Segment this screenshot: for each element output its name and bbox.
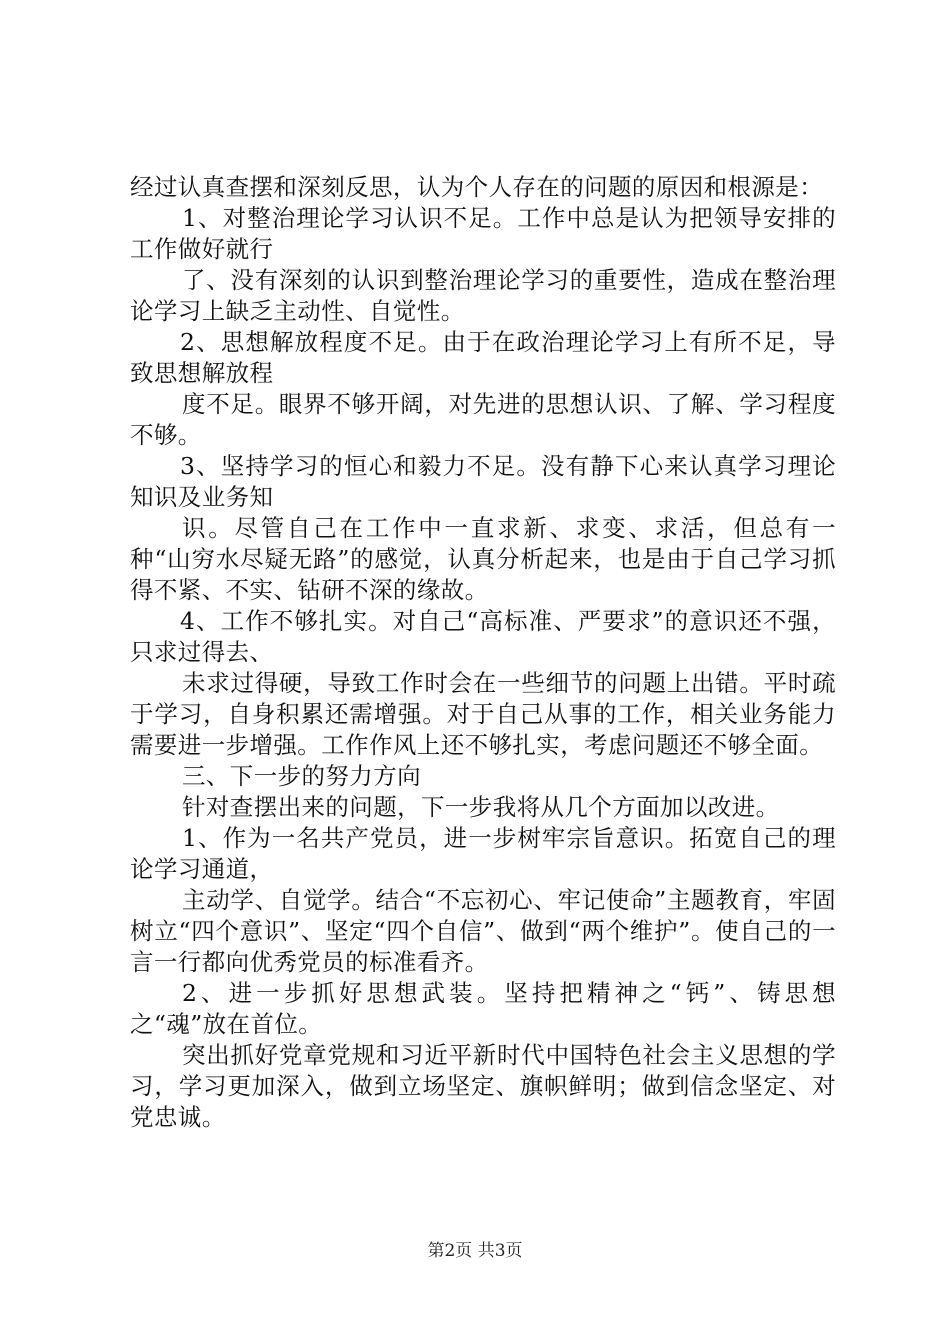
paragraph-cause-3: 3、坚持学习的恒心和毅力不足。没有静下心来认真学习理论知识及业务知	[130, 452, 836, 511]
page-footer: 第2页 共3页	[427, 1241, 523, 1261]
paragraph-improve-2: 2、进一步抓好思想武装。坚持把精神之“钙”、铸思想之“魂”放在首位。	[130, 979, 836, 1038]
paragraph-cause-2-cont: 度不足。眼界不够开阔，对先进的思想认识、了解、学习程度不够。	[130, 390, 836, 449]
paragraph-intro: 经过认真查摆和深刻反思，认为个人存在的问题的原因和根源是：	[130, 173, 824, 201]
paragraph-cause-4-cont: 未求过得硬，导致工作时会在一些细节的问题上出错。平时疏于学习，自身积累还需增强。对于自己从事的工作，相关业务能力需要进一步增强。工作作风上还不够扎实，考虑问题还不够全面。	[130, 669, 836, 759]
paragraph-cause-3-cont: 识。尽管自己在工作中一直求新、求变、求活，但总有一种“山穷水尽疑无路”的感觉，认真分析起来，也是由于自己学习抓得不紧、不实、钻研不深的缘故。	[130, 514, 836, 604]
document-body	[130, 172, 836, 1133]
paragraph-improve-intro: 针对查摆出来的问题，下一步我将从几个方面加以改进。	[182, 793, 780, 821]
paragraph-improve-2-cont: 突出抓好党章党规和习近平新时代中国特色社会主义思想的学习，学习更加深入，做到立场坚定、旗帜鲜明；做到信念坚定、对党忠诚。	[130, 1041, 836, 1131]
paragraph-cause-2: 2、思想解放程度不足。由于在政治理论学习上有所不足，导致思想解放程	[130, 328, 836, 387]
section-heading-next-steps: 三、下一步的努力方向	[182, 762, 421, 790]
paragraph-cause-4: 4、工作不够扎实。对自己“高标准、严要求”的意识还不强，只求过得去、	[130, 607, 836, 666]
paragraph-cause-1-cont: 了、没有深刻的认识到整治理论学习的重要性，造成在整治理论学习上缺乏主动性、自觉性。	[130, 266, 836, 325]
paragraph-cause-1: 1、对整治理论学习认识不足。工作中总是认为把领导安排的工作做好就行	[130, 204, 836, 263]
paragraph-improve-1: 1、作为一名共产党员，进一步树牢宗旨意识。拓宽自己的理论学习通道，	[130, 824, 836, 883]
paragraph-improve-1-cont: 主动学、自觉学。结合“不忘初心、牢记使命”主题教育，牢固树立“四个意识”、坚定“四个自信”、做到“两个维护”。使自己的一言一行都向优秀党员的标准看齐。	[130, 886, 836, 976]
